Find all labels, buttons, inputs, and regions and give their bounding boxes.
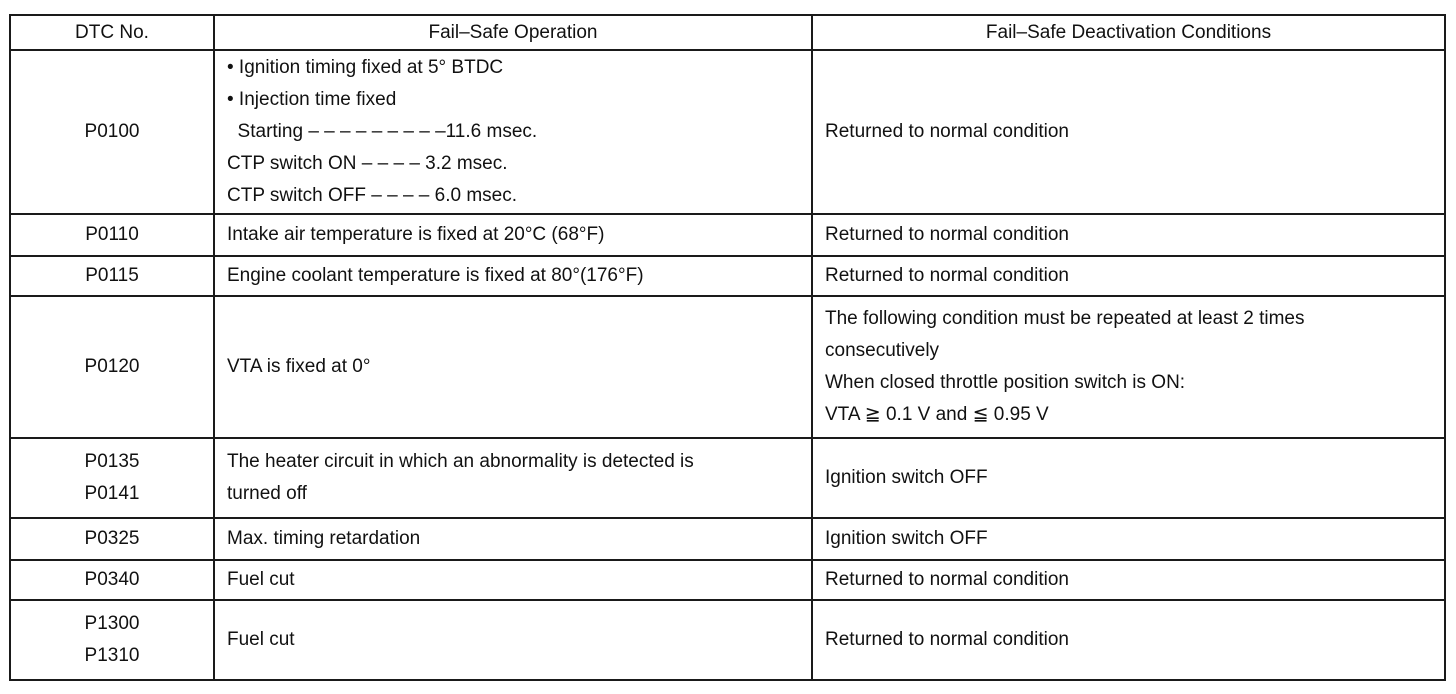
table-row [10, 50, 1445, 214]
operation-cell [214, 438, 812, 518]
dtc-cell [10, 438, 214, 518]
table-row [10, 600, 1445, 680]
operation-line: The heater circuit in which an abnormality is detected is [227, 451, 694, 472]
operation-cell [214, 560, 812, 600]
operation-cell [214, 256, 812, 296]
deactivation-cell [812, 214, 1445, 256]
deactivation-cell [812, 50, 1445, 214]
dtc-cell [10, 600, 214, 680]
deactivation-cell [812, 438, 1445, 518]
dtc-code: P0110 [85, 224, 139, 245]
operation-cell [214, 50, 812, 214]
table-row [10, 438, 1445, 518]
operation-line: Max. timing retardation [227, 528, 421, 549]
dtc-cell [10, 296, 214, 438]
deactivation-line: Returned to normal condition [825, 629, 1069, 650]
deactivation-line: Returned to normal condition [825, 569, 1069, 590]
dtc-code: P0120 [84, 356, 140, 377]
operation-line: Intake air temperature is fixed at 20°C (68°F) [227, 224, 605, 245]
header-fail-safe-operation: Fail–Safe Operation [214, 15, 812, 50]
operation-line: Fuel cut [227, 629, 295, 650]
header-dtc-no: DTC No. [10, 15, 214, 50]
table-row [10, 296, 1445, 438]
deactivation-cell [812, 560, 1445, 600]
header-row [10, 15, 1445, 50]
dtc-cell [10, 518, 214, 560]
operation-cell [214, 214, 812, 256]
deactivation-line: The following condition must be repeated at least 2 times [825, 308, 1305, 329]
operation-cell [214, 600, 812, 680]
dtc-code: P0325 [84, 528, 140, 549]
operation-line: Fuel cut [227, 569, 295, 590]
dtc-code: P1300 [84, 613, 140, 634]
deactivation-line: Returned to normal condition [825, 265, 1069, 286]
operation-line: Engine coolant temperature is fixed at 80°(176°F) [227, 265, 644, 286]
dtc-code: P0135 [84, 451, 140, 472]
deactivation-line: VTA ≧ 0.1 V and ≦ 0.95 V [825, 404, 1049, 425]
operation-line: Starting – – – – – – – – –11.6 msec. [227, 121, 538, 142]
operation-line: CTP switch ON – – – – 3.2 msec. [227, 153, 508, 174]
deactivation-line: Returned to normal condition [825, 121, 1069, 142]
operation-line: turned off [227, 483, 307, 504]
table-row [10, 518, 1445, 560]
deactivation-line: When closed throttle position switch is ON: [825, 372, 1186, 393]
operation-cell [214, 296, 812, 438]
deactivation-line: consecutively [825, 340, 940, 361]
deactivation-line: Ignition switch OFF [825, 467, 988, 488]
dtc-code: P1310 [84, 645, 140, 666]
deactivation-cell [812, 296, 1445, 438]
table-row [10, 256, 1445, 296]
deactivation-line: Returned to normal condition [825, 224, 1069, 245]
table-row [10, 214, 1445, 256]
dtc-code: P0141 [84, 483, 140, 504]
deactivation-cell [812, 518, 1445, 560]
operation-line: • Injection time fixed [227, 89, 397, 110]
dtc-cell [10, 560, 214, 600]
fail-safe-table [9, 14, 1446, 681]
operation-line: CTP switch OFF – – – – 6.0 msec. [227, 185, 518, 206]
deactivation-cell [812, 256, 1445, 296]
dtc-cell [10, 214, 214, 256]
dtc-cell [10, 50, 214, 214]
dtc-cell [10, 256, 214, 296]
dtc-code: P0115 [85, 265, 139, 286]
header-deactivation-conditions: Fail–Safe Deactivation Conditions [812, 15, 1445, 50]
operation-cell [214, 518, 812, 560]
deactivation-line: Ignition switch OFF [825, 528, 988, 549]
dtc-code: P0100 [84, 121, 140, 142]
deactivation-cell [812, 600, 1445, 680]
operation-line: VTA is fixed at 0° [227, 356, 371, 377]
table-row [10, 560, 1445, 600]
dtc-code: P0340 [84, 569, 140, 590]
operation-line: • Ignition timing fixed at 5° BTDC [227, 57, 504, 78]
